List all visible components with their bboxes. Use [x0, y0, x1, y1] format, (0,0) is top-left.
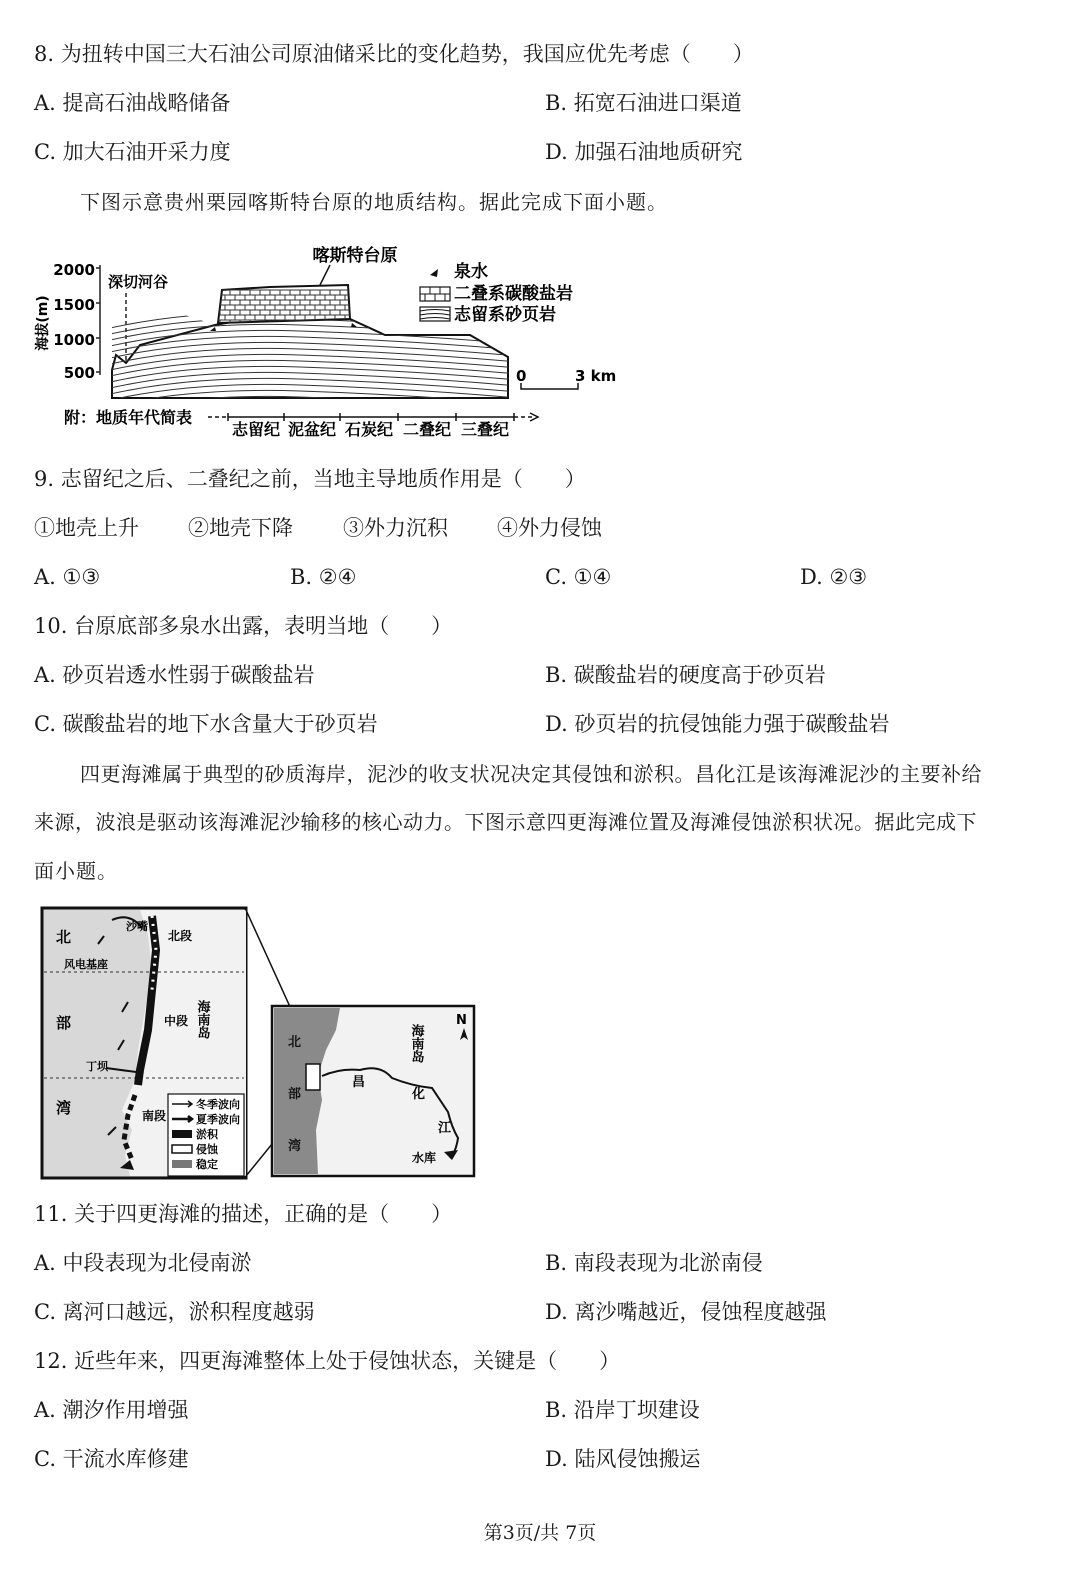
- q10-option-b: B. 碳酸盐岩的硬度高于砂页岩: [545, 663, 826, 687]
- right-island-label: 海南岛: [408, 1024, 424, 1063]
- right-region-1: 北: [288, 1035, 302, 1050]
- left-island-label: 海南岛: [194, 1000, 210, 1039]
- river-char-1: 昌: [352, 1075, 366, 1090]
- left-region-2: 部: [56, 1014, 72, 1032]
- q11-option-a: A. 中段表现为北侵南淤: [34, 1251, 252, 1275]
- ytick-2000: 2000: [53, 261, 95, 279]
- period-permian: 二叠纪: [402, 420, 452, 439]
- timeline-label: 附：地质年代简表: [64, 408, 193, 427]
- ytick-1000: 1000: [53, 331, 95, 349]
- q9-item-2: ②地壳下降: [188, 516, 293, 540]
- legend-erosion: 侵蚀: [196, 1143, 218, 1156]
- scale-km: 3 km: [575, 367, 617, 385]
- scale-bar: [521, 383, 578, 389]
- q9-stem: 9. 志留纪之后、二叠纪之前，当地主导地质作用是（ ）: [34, 467, 586, 491]
- spit-label: 沙嘴: [126, 920, 148, 933]
- shale-body: [112, 317, 508, 398]
- valley-label: 深切河谷: [108, 273, 169, 291]
- q8-option-d: D. 加强石油地质研究: [545, 140, 743, 164]
- q12-option-b: B. 沿岸丁坝建设: [545, 1398, 700, 1422]
- legend-summer-wave: 夏季波向: [196, 1113, 240, 1126]
- reservoir-label: 水库: [412, 1151, 437, 1165]
- beach-location-map: [40, 900, 520, 1182]
- period-triassic: 三叠纪: [460, 420, 510, 439]
- spring-legend-icon: [430, 269, 438, 277]
- legend-shale: 志留系砂页岩: [454, 305, 556, 325]
- legend-carbonate: 二叠系碳酸盐岩: [454, 284, 573, 304]
- right-region-3: 湾: [288, 1139, 302, 1154]
- q8-option-c: C. 加大石油开采力度: [34, 140, 231, 164]
- period-carboniferous: 石炭纪: [344, 420, 394, 439]
- river-char-3: 江: [438, 1121, 452, 1136]
- location-box: [306, 1064, 320, 1090]
- q11-stem: 11. 关于四更海滩的描述，正确的是（ ）: [34, 1202, 453, 1226]
- q11-option-d: D. 离沙嘴越近，侵蚀程度越强: [545, 1300, 827, 1324]
- erosion-swatch: [172, 1145, 192, 1153]
- section-north-1: 北段: [168, 929, 193, 943]
- intro-paragraph-1: 下图示意贵州栗园喀斯特台原的地质结构。据此完成下面小题。: [80, 190, 668, 214]
- ytick-1500: 1500: [53, 296, 95, 314]
- q9-option-c: C. ①④: [545, 565, 612, 589]
- q10-option-c: C. 碳酸盐岩的地下水含量大于砂页岩: [34, 712, 378, 736]
- scale-zero: 0: [516, 367, 527, 385]
- q12-option-d: D. 陆风侵蚀搬运: [545, 1447, 701, 1471]
- intro-paragraph-2-line-2: 来源，波浪是驱动该海滩泥沙输移的核心动力。下图示意四更海滩位置及海滩侵蚀淤积状况。据此完成下: [34, 810, 977, 834]
- q9-item-1: ①地壳上升: [34, 516, 139, 540]
- legend-deposition: 淤积: [196, 1128, 218, 1141]
- intro-paragraph-2-line-1: 四更海滩属于典型的砂质海岸，泥沙的收支状况决定其侵蚀和淤积。昌化江是该海滩泥沙的主要补给: [80, 762, 982, 786]
- q9-item-3: ③外力沉积: [343, 516, 448, 540]
- left-region-3: 湾: [56, 1099, 72, 1117]
- q12-option-c: C. 干流水库修建: [34, 1447, 189, 1471]
- page-footer: 第3页/共 7页: [483, 1522, 597, 1544]
- section-middle: 中段: [164, 1014, 189, 1028]
- legend-stable: 稳定: [196, 1158, 218, 1171]
- y-axis-label: 海拔(m): [35, 295, 51, 351]
- q12-stem: 12. 近些年来，四更海滩整体上处于侵蚀状态，关键是（ ）: [34, 1349, 621, 1373]
- q11-option-c: C. 离河口越远，淤积程度越弱: [34, 1300, 315, 1324]
- left-region-1: 北: [56, 928, 72, 946]
- right-region-2: 部: [288, 1087, 302, 1102]
- section-south: 南段: [142, 1109, 167, 1123]
- q8-option-b: B. 拓宽石油进口渠道: [545, 91, 742, 115]
- groyne-label: 丁坝: [86, 1060, 108, 1073]
- ytick-500: 500: [63, 364, 95, 382]
- q10-option-d: D. 砂页岩的抗侵蚀能力强于碳酸盐岩: [545, 712, 890, 736]
- stable-swatch: [172, 1160, 192, 1168]
- period-silurian: 志留纪: [231, 420, 281, 439]
- q10-stem: 10. 台原底部多泉水出露，表明当地（ ）: [34, 614, 453, 638]
- q8-option-a: A. 提高石油战略储备: [34, 91, 231, 115]
- q9-option-a: A. ①③: [34, 565, 101, 589]
- period-devonian: 泥盆纪: [287, 420, 337, 439]
- q8-stem: 8. 为扭转中国三大石油公司原油储采比的变化趋势，我国应优先考虑（ ）: [34, 42, 754, 66]
- river-char-2: 化: [412, 1087, 426, 1102]
- q9-item-4: ④外力侵蚀: [497, 516, 602, 540]
- plateau-title: 喀斯特台原: [312, 246, 398, 266]
- legend-spring: 泉水: [454, 262, 488, 282]
- deposition-swatch: [172, 1130, 192, 1138]
- q9-option-b: B. ②④: [290, 565, 357, 589]
- q12-option-a: A. 潮汐作用增强: [34, 1398, 189, 1422]
- wind-base-label: 风电基座: [64, 958, 108, 971]
- karst-plateau-cross-section: [30, 235, 630, 445]
- north-label: N: [456, 1013, 467, 1028]
- q11-option-b: B. 南段表现为北淤南侵: [545, 1251, 763, 1275]
- legend-winter-wave: 冬季波向: [196, 1098, 240, 1111]
- q10-option-a: A. 砂页岩透水性弱于碳酸盐岩: [34, 663, 315, 687]
- q9-option-d: D. ②③: [800, 565, 868, 589]
- intro-paragraph-2-line-3: 面小题。: [34, 859, 118, 883]
